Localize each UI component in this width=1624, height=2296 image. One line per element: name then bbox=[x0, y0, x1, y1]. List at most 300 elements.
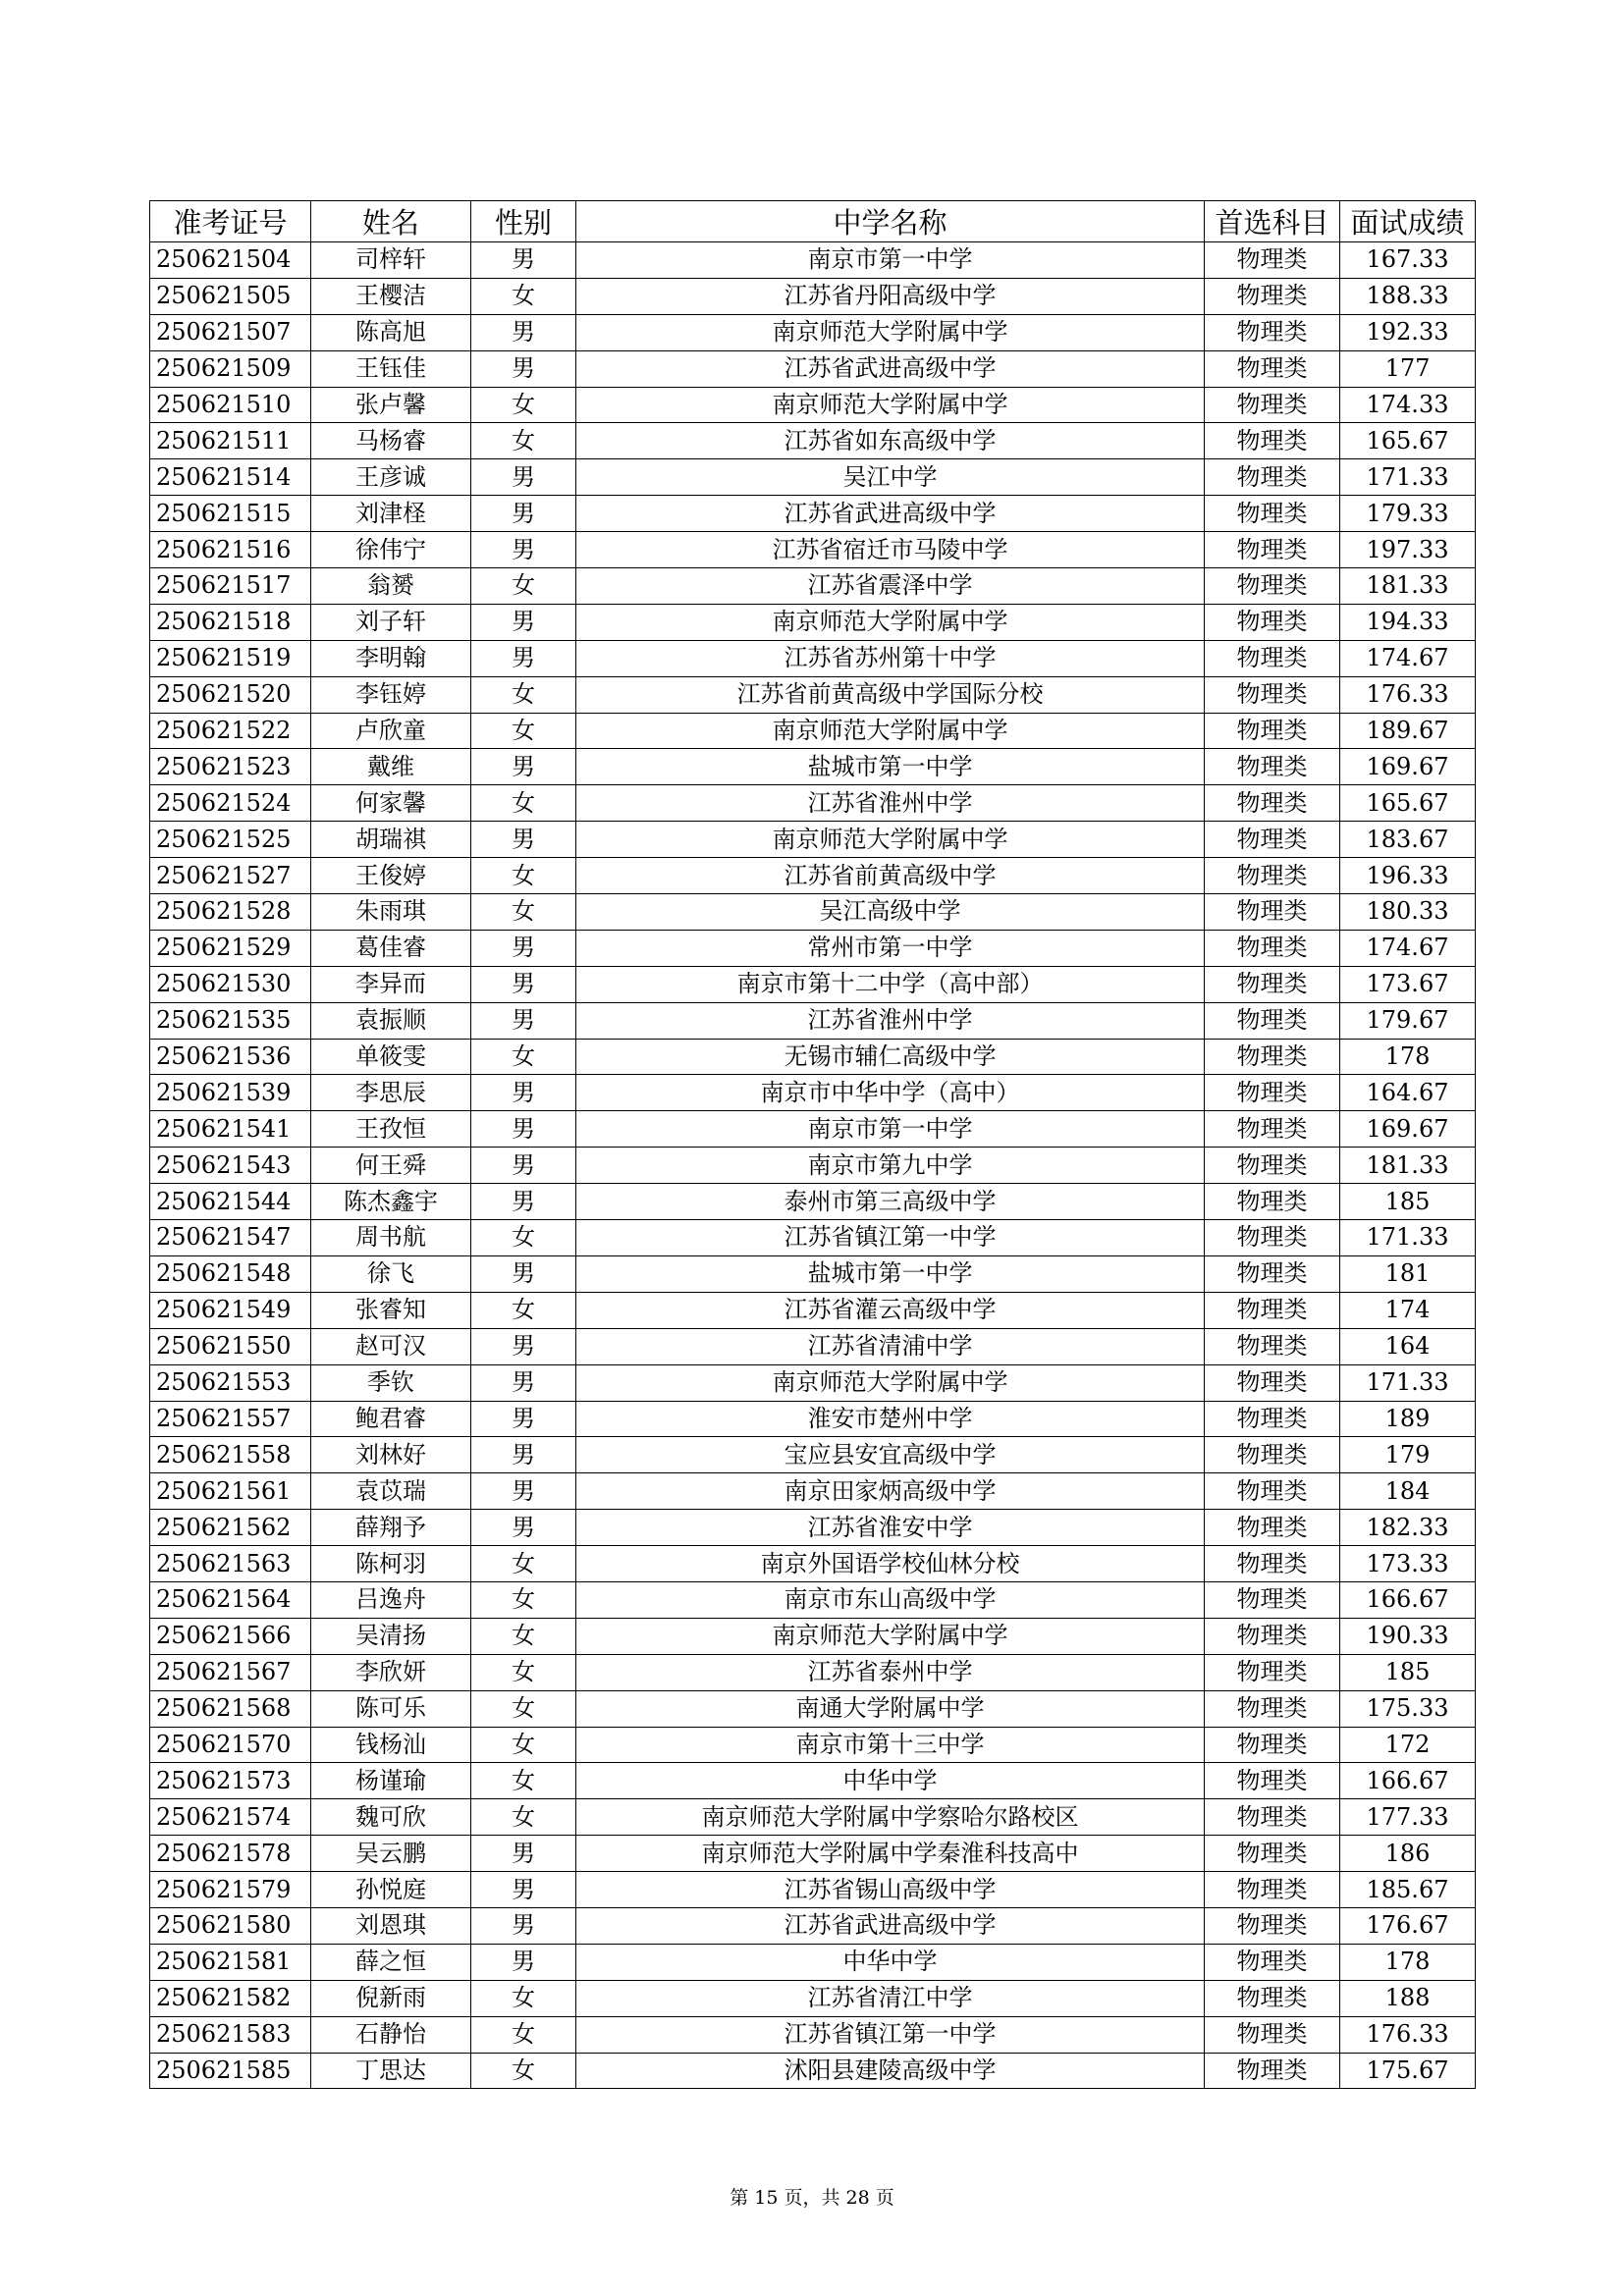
cell-gender: 男 bbox=[471, 1002, 576, 1039]
cell-exam-id: 250621578 bbox=[150, 1836, 311, 1872]
cell-subject: 物理类 bbox=[1205, 1220, 1340, 1256]
cell-subject: 物理类 bbox=[1205, 1292, 1340, 1328]
cell-exam-id: 250621567 bbox=[150, 1654, 311, 1690]
table-header-row bbox=[150, 201, 1476, 242]
cell-name: 丁思达 bbox=[311, 2053, 471, 2089]
table-row bbox=[150, 1618, 1476, 1654]
cell-score: 181 bbox=[1340, 1255, 1476, 1292]
cell-name: 周书航 bbox=[311, 1220, 471, 1256]
cell-exam-id: 250621514 bbox=[150, 459, 311, 496]
cell-gender: 女 bbox=[471, 1292, 576, 1328]
cell-score: 169.67 bbox=[1340, 1111, 1476, 1148]
cell-exam-id: 250621516 bbox=[150, 532, 311, 568]
cell-score: 183.67 bbox=[1340, 822, 1476, 858]
cell-subject: 物理类 bbox=[1205, 1111, 1340, 1148]
cell-exam-id: 250621557 bbox=[150, 1401, 311, 1437]
cell-name: 鲍君睿 bbox=[311, 1401, 471, 1437]
cell-exam-id: 250621535 bbox=[150, 1002, 311, 1039]
cell-school: 江苏省泰州中学 bbox=[576, 1654, 1205, 1690]
cell-subject: 物理类 bbox=[1205, 1184, 1340, 1220]
cell-name: 袁苡瑞 bbox=[311, 1473, 471, 1510]
cell-gender: 女 bbox=[471, 568, 576, 605]
table-row bbox=[150, 278, 1476, 314]
cell-score: 176.67 bbox=[1340, 1907, 1476, 1944]
cell-score: 181.33 bbox=[1340, 568, 1476, 605]
table-row bbox=[150, 713, 1476, 749]
cell-school: 江苏省丹阳高级中学 bbox=[576, 278, 1205, 314]
cell-score: 179.67 bbox=[1340, 1002, 1476, 1039]
cell-score: 186 bbox=[1340, 1836, 1476, 1872]
cell-gender: 男 bbox=[471, 966, 576, 1002]
cell-subject: 物理类 bbox=[1205, 640, 1340, 676]
cell-gender: 女 bbox=[471, 1690, 576, 1727]
cell-name: 李钰婷 bbox=[311, 676, 471, 713]
cell-gender: 女 bbox=[471, 713, 576, 749]
cell-score: 165.67 bbox=[1340, 423, 1476, 459]
cell-school: 南京师范大学附属中学 bbox=[576, 1364, 1205, 1401]
cell-exam-id: 250621582 bbox=[150, 1980, 311, 2016]
cell-name: 袁振顺 bbox=[311, 1002, 471, 1039]
cell-gender: 男 bbox=[471, 1075, 576, 1111]
cell-exam-id: 250621585 bbox=[150, 2053, 311, 2089]
cell-name: 何家馨 bbox=[311, 785, 471, 822]
cell-gender: 女 bbox=[471, 1763, 576, 1799]
cell-subject: 物理类 bbox=[1205, 1437, 1340, 1473]
cell-subject: 物理类 bbox=[1205, 2053, 1340, 2089]
table-row bbox=[150, 858, 1476, 894]
table-row bbox=[150, 966, 1476, 1002]
cell-exam-id: 250621570 bbox=[150, 1727, 311, 1763]
cell-name: 胡瑞祺 bbox=[311, 822, 471, 858]
cell-gender: 女 bbox=[471, 387, 576, 423]
cell-school: 江苏省锡山高级中学 bbox=[576, 1872, 1205, 1908]
cell-gender: 女 bbox=[471, 1654, 576, 1690]
table-row bbox=[150, 1473, 1476, 1510]
cell-school: 南京师范大学附属中学 bbox=[576, 1618, 1205, 1654]
table-row bbox=[150, 1581, 1476, 1618]
cell-subject: 物理类 bbox=[1205, 1401, 1340, 1437]
cell-score: 165.67 bbox=[1340, 785, 1476, 822]
cell-score: 185 bbox=[1340, 1654, 1476, 1690]
cell-subject: 物理类 bbox=[1205, 676, 1340, 713]
cell-gender: 男 bbox=[471, 1437, 576, 1473]
cell-exam-id: 250621568 bbox=[150, 1690, 311, 1727]
cell-exam-id: 250621541 bbox=[150, 1111, 311, 1148]
cell-exam-id: 250621553 bbox=[150, 1364, 311, 1401]
cell-score: 188.33 bbox=[1340, 278, 1476, 314]
cell-name: 王樱洁 bbox=[311, 278, 471, 314]
cell-score: 171.33 bbox=[1340, 1364, 1476, 1401]
cell-exam-id: 250621581 bbox=[150, 1944, 311, 1980]
cell-subject: 物理类 bbox=[1205, 1473, 1340, 1510]
cell-score: 166.67 bbox=[1340, 1763, 1476, 1799]
cell-score: 166.67 bbox=[1340, 1581, 1476, 1618]
cell-subject: 物理类 bbox=[1205, 1836, 1340, 1872]
cell-exam-id: 250621528 bbox=[150, 894, 311, 931]
cell-exam-id: 250621515 bbox=[150, 496, 311, 532]
cell-subject: 物理类 bbox=[1205, 1328, 1340, 1364]
cell-name: 张睿知 bbox=[311, 1292, 471, 1328]
cell-score: 169.67 bbox=[1340, 749, 1476, 785]
cell-school: 江苏省宿迁市马陵中学 bbox=[576, 532, 1205, 568]
cell-name: 钱杨汕 bbox=[311, 1727, 471, 1763]
cell-exam-id: 250621525 bbox=[150, 822, 311, 858]
cell-school: 南京市第九中学 bbox=[576, 1148, 1205, 1184]
cell-exam-id: 250621573 bbox=[150, 1763, 311, 1799]
cell-subject: 物理类 bbox=[1205, 749, 1340, 785]
cell-school: 沭阳县建陵高级中学 bbox=[576, 2053, 1205, 2089]
table-row bbox=[150, 1727, 1476, 1763]
cell-score: 189.67 bbox=[1340, 713, 1476, 749]
table-row bbox=[150, 676, 1476, 713]
cell-score: 178 bbox=[1340, 1944, 1476, 1980]
table-row bbox=[150, 2053, 1476, 2089]
table-row bbox=[150, 1907, 1476, 1944]
cell-gender: 男 bbox=[471, 1184, 576, 1220]
cell-gender: 男 bbox=[471, 1255, 576, 1292]
cell-subject: 物理类 bbox=[1205, 1148, 1340, 1184]
table-row bbox=[150, 1836, 1476, 1872]
cell-school: 江苏省前黄高级中学国际分校 bbox=[576, 676, 1205, 713]
cell-subject: 物理类 bbox=[1205, 1690, 1340, 1727]
table-row bbox=[150, 568, 1476, 605]
cell-school: 南京市中华中学（高中） bbox=[576, 1075, 1205, 1111]
cell-school: 南京市第十三中学 bbox=[576, 1727, 1205, 1763]
cell-score: 177 bbox=[1340, 350, 1476, 387]
cell-score: 173.33 bbox=[1340, 1546, 1476, 1582]
cell-gender: 女 bbox=[471, 2053, 576, 2089]
cell-subject: 物理类 bbox=[1205, 1075, 1340, 1111]
cell-subject: 物理类 bbox=[1205, 1039, 1340, 1075]
cell-exam-id: 250621544 bbox=[150, 1184, 311, 1220]
cell-exam-id: 250621563 bbox=[150, 1546, 311, 1582]
cell-school: 南京师范大学附属中学 bbox=[576, 387, 1205, 423]
cell-score: 177.33 bbox=[1340, 1799, 1476, 1836]
cell-name: 刘林好 bbox=[311, 1437, 471, 1473]
cell-gender: 男 bbox=[471, 242, 576, 279]
cell-subject: 物理类 bbox=[1205, 713, 1340, 749]
table-row bbox=[150, 1799, 1476, 1836]
cell-name: 张卢馨 bbox=[311, 387, 471, 423]
cell-gender: 女 bbox=[471, 1980, 576, 2016]
table-row bbox=[150, 1148, 1476, 1184]
header-gender: 性别 bbox=[471, 201, 576, 242]
cell-school: 吴江中学 bbox=[576, 459, 1205, 496]
cell-subject: 物理类 bbox=[1205, 894, 1340, 931]
cell-name: 吴云鹏 bbox=[311, 1836, 471, 1872]
table-row bbox=[150, 1654, 1476, 1690]
cell-gender: 男 bbox=[471, 1510, 576, 1546]
cell-school: 江苏省如东高级中学 bbox=[576, 423, 1205, 459]
cell-school: 南京市第十二中学（高中部） bbox=[576, 966, 1205, 1002]
cell-name: 倪新雨 bbox=[311, 1980, 471, 2016]
cell-name: 葛佳睿 bbox=[311, 930, 471, 966]
cell-subject: 物理类 bbox=[1205, 822, 1340, 858]
page-number: 第 15 页，共 28 页 bbox=[730, 2187, 894, 2209]
cell-name: 魏可欣 bbox=[311, 1799, 471, 1836]
table-row bbox=[150, 1872, 1476, 1908]
cell-exam-id: 250621520 bbox=[150, 676, 311, 713]
cell-subject: 物理类 bbox=[1205, 1618, 1340, 1654]
cell-exam-id: 250621504 bbox=[150, 242, 311, 279]
cell-exam-id: 250621510 bbox=[150, 387, 311, 423]
cell-gender: 女 bbox=[471, 1727, 576, 1763]
table-row bbox=[150, 1944, 1476, 1980]
cell-school: 中华中学 bbox=[576, 1944, 1205, 1980]
cell-gender: 女 bbox=[471, 894, 576, 931]
cell-gender: 女 bbox=[471, 1799, 576, 1836]
cell-score: 167.33 bbox=[1340, 242, 1476, 279]
cell-subject: 物理类 bbox=[1205, 785, 1340, 822]
cell-score: 184 bbox=[1340, 1473, 1476, 1510]
cell-gender: 男 bbox=[471, 1111, 576, 1148]
cell-exam-id: 250621549 bbox=[150, 1292, 311, 1328]
cell-name: 李明翰 bbox=[311, 640, 471, 676]
header-exam-id: 准考证号 bbox=[150, 201, 311, 242]
cell-gender: 男 bbox=[471, 1872, 576, 1908]
cell-score: 164.67 bbox=[1340, 1075, 1476, 1111]
cell-subject: 物理类 bbox=[1205, 2016, 1340, 2053]
cell-gender: 女 bbox=[471, 785, 576, 822]
cell-exam-id: 250621522 bbox=[150, 713, 311, 749]
cell-name: 王彦诚 bbox=[311, 459, 471, 496]
cell-score: 180.33 bbox=[1340, 894, 1476, 931]
cell-exam-id: 250621562 bbox=[150, 1510, 311, 1546]
table-row bbox=[150, 640, 1476, 676]
cell-exam-id: 250621511 bbox=[150, 423, 311, 459]
table-row bbox=[150, 894, 1476, 931]
cell-gender: 女 bbox=[471, 278, 576, 314]
cell-school: 江苏省武进高级中学 bbox=[576, 1907, 1205, 1944]
cell-subject: 物理类 bbox=[1205, 568, 1340, 605]
cell-name: 卢欣童 bbox=[311, 713, 471, 749]
table-row bbox=[150, 1401, 1476, 1437]
cell-school: 南京师范大学附属中学 bbox=[576, 604, 1205, 640]
cell-gender: 男 bbox=[471, 604, 576, 640]
cell-score: 179.33 bbox=[1340, 496, 1476, 532]
table-row bbox=[150, 930, 1476, 966]
cell-school: 盐城市第一中学 bbox=[576, 1255, 1205, 1292]
table-row bbox=[150, 1292, 1476, 1328]
cell-exam-id: 250621518 bbox=[150, 604, 311, 640]
cell-subject: 物理类 bbox=[1205, 314, 1340, 350]
cell-name: 薛之恒 bbox=[311, 1944, 471, 1980]
header-name: 姓名 bbox=[311, 201, 471, 242]
cell-subject: 物理类 bbox=[1205, 1581, 1340, 1618]
table-row bbox=[150, 387, 1476, 423]
cell-name: 李思辰 bbox=[311, 1075, 471, 1111]
cell-score: 172 bbox=[1340, 1727, 1476, 1763]
table-row bbox=[150, 749, 1476, 785]
score-table bbox=[149, 200, 1476, 2089]
cell-gender: 男 bbox=[471, 640, 576, 676]
cell-name: 刘子轩 bbox=[311, 604, 471, 640]
cell-school: 淮安市楚州中学 bbox=[576, 1401, 1205, 1437]
cell-gender: 女 bbox=[471, 1039, 576, 1075]
cell-name: 吕逸舟 bbox=[311, 1581, 471, 1618]
cell-gender: 女 bbox=[471, 676, 576, 713]
cell-school: 江苏省镇江第一中学 bbox=[576, 1220, 1205, 1256]
cell-subject: 物理类 bbox=[1205, 423, 1340, 459]
cell-name: 马杨睿 bbox=[311, 423, 471, 459]
cell-school: 吴江高级中学 bbox=[576, 894, 1205, 931]
cell-exam-id: 250621550 bbox=[150, 1328, 311, 1364]
cell-score: 190.33 bbox=[1340, 1618, 1476, 1654]
cell-score: 175.67 bbox=[1340, 2053, 1476, 2089]
cell-name: 刘恩琪 bbox=[311, 1907, 471, 1944]
cell-exam-id: 250621536 bbox=[150, 1039, 311, 1075]
cell-score: 196.33 bbox=[1340, 858, 1476, 894]
cell-gender: 男 bbox=[471, 350, 576, 387]
table-row bbox=[150, 822, 1476, 858]
cell-school: 常州市第一中学 bbox=[576, 930, 1205, 966]
cell-school: 江苏省前黄高级中学 bbox=[576, 858, 1205, 894]
cell-subject: 物理类 bbox=[1205, 604, 1340, 640]
cell-gender: 男 bbox=[471, 1328, 576, 1364]
cell-subject: 物理类 bbox=[1205, 1002, 1340, 1039]
table-row bbox=[150, 532, 1476, 568]
cell-score: 171.33 bbox=[1340, 459, 1476, 496]
table-row bbox=[150, 604, 1476, 640]
cell-name: 季钦 bbox=[311, 1364, 471, 1401]
table-row bbox=[150, 1328, 1476, 1364]
cell-exam-id: 250621583 bbox=[150, 2016, 311, 2053]
cell-name: 王俊婷 bbox=[311, 858, 471, 894]
cell-subject: 物理类 bbox=[1205, 1546, 1340, 1582]
cell-subject: 物理类 bbox=[1205, 350, 1340, 387]
cell-subject: 物理类 bbox=[1205, 496, 1340, 532]
cell-score: 179 bbox=[1340, 1437, 1476, 1473]
cell-school: 江苏省武进高级中学 bbox=[576, 496, 1205, 532]
table-row bbox=[150, 496, 1476, 532]
cell-subject: 物理类 bbox=[1205, 1364, 1340, 1401]
cell-name: 陈杰鑫宇 bbox=[311, 1184, 471, 1220]
cell-school: 无锡市辅仁高级中学 bbox=[576, 1039, 1205, 1075]
cell-name: 朱雨琪 bbox=[311, 894, 471, 931]
cell-subject: 物理类 bbox=[1205, 1727, 1340, 1763]
table-row bbox=[150, 1039, 1476, 1075]
table-row bbox=[150, 423, 1476, 459]
cell-gender: 女 bbox=[471, 1618, 576, 1654]
cell-exam-id: 250621564 bbox=[150, 1581, 311, 1618]
cell-school: 南通大学附属中学 bbox=[576, 1690, 1205, 1727]
cell-exam-id: 250621524 bbox=[150, 785, 311, 822]
cell-score: 188 bbox=[1340, 1980, 1476, 2016]
cell-gender: 女 bbox=[471, 1546, 576, 1582]
cell-exam-id: 250621548 bbox=[150, 1255, 311, 1292]
cell-name: 刘津柽 bbox=[311, 496, 471, 532]
cell-name: 孙悦庭 bbox=[311, 1872, 471, 1908]
cell-gender: 男 bbox=[471, 1944, 576, 1980]
cell-school: 江苏省苏州第十中学 bbox=[576, 640, 1205, 676]
cell-exam-id: 250621505 bbox=[150, 278, 311, 314]
cell-score: 185 bbox=[1340, 1184, 1476, 1220]
cell-gender: 男 bbox=[471, 749, 576, 785]
cell-gender: 女 bbox=[471, 1581, 576, 1618]
cell-exam-id: 250621579 bbox=[150, 1872, 311, 1908]
cell-school: 江苏省清浦中学 bbox=[576, 1328, 1205, 1364]
cell-name: 赵可汉 bbox=[311, 1328, 471, 1364]
cell-name: 李欣妍 bbox=[311, 1654, 471, 1690]
table-row bbox=[150, 1075, 1476, 1111]
table-row bbox=[150, 1763, 1476, 1799]
cell-exam-id: 250621561 bbox=[150, 1473, 311, 1510]
cell-score: 178 bbox=[1340, 1039, 1476, 1075]
table-row bbox=[150, 1002, 1476, 1039]
cell-subject: 物理类 bbox=[1205, 930, 1340, 966]
header-subject: 首选科目 bbox=[1205, 201, 1340, 242]
cell-school: 南京外国语学校仙林分校 bbox=[576, 1546, 1205, 1582]
table-row bbox=[150, 314, 1476, 350]
cell-gender: 女 bbox=[471, 423, 576, 459]
cell-subject: 物理类 bbox=[1205, 1872, 1340, 1908]
cell-exam-id: 250621527 bbox=[150, 858, 311, 894]
cell-score: 171.33 bbox=[1340, 1220, 1476, 1256]
table-row bbox=[150, 1437, 1476, 1473]
cell-school: 江苏省清江中学 bbox=[576, 1980, 1205, 2016]
cell-name: 王孜恒 bbox=[311, 1111, 471, 1148]
cell-exam-id: 250621523 bbox=[150, 749, 311, 785]
cell-school: 江苏省淮州中学 bbox=[576, 785, 1205, 822]
cell-gender: 男 bbox=[471, 1836, 576, 1872]
cell-school: 南京田家炳高级中学 bbox=[576, 1473, 1205, 1510]
cell-exam-id: 250621547 bbox=[150, 1220, 311, 1256]
cell-school: 盐城市第一中学 bbox=[576, 749, 1205, 785]
cell-school: 南京师范大学附属中学 bbox=[576, 713, 1205, 749]
cell-gender: 男 bbox=[471, 496, 576, 532]
table-row bbox=[150, 242, 1476, 279]
cell-score: 174 bbox=[1340, 1292, 1476, 1328]
cell-score: 189 bbox=[1340, 1401, 1476, 1437]
table-row bbox=[150, 459, 1476, 496]
cell-gender: 男 bbox=[471, 1907, 576, 1944]
cell-subject: 物理类 bbox=[1205, 1654, 1340, 1690]
cell-name: 徐伟宁 bbox=[311, 532, 471, 568]
cell-school: 南京师范大学附属中学 bbox=[576, 314, 1205, 350]
cell-name: 吴清扬 bbox=[311, 1618, 471, 1654]
cell-school: 南京师范大学附属中学察哈尔路校区 bbox=[576, 1799, 1205, 1836]
cell-gender: 男 bbox=[471, 532, 576, 568]
cell-gender: 男 bbox=[471, 314, 576, 350]
table-row bbox=[150, 2016, 1476, 2053]
cell-subject: 物理类 bbox=[1205, 1255, 1340, 1292]
cell-school: 南京市东山高级中学 bbox=[576, 1581, 1205, 1618]
cell-exam-id: 250621509 bbox=[150, 350, 311, 387]
cell-exam-id: 250621529 bbox=[150, 930, 311, 966]
cell-school: 江苏省灌云高级中学 bbox=[576, 1292, 1205, 1328]
table-row bbox=[150, 785, 1476, 822]
cell-exam-id: 250621519 bbox=[150, 640, 311, 676]
cell-name: 徐飞 bbox=[311, 1255, 471, 1292]
cell-name: 杨谨瑜 bbox=[311, 1763, 471, 1799]
cell-school: 江苏省镇江第一中学 bbox=[576, 2016, 1205, 2053]
cell-score: 185.67 bbox=[1340, 1872, 1476, 1908]
cell-exam-id: 250621543 bbox=[150, 1148, 311, 1184]
cell-name: 陈柯羽 bbox=[311, 1546, 471, 1582]
cell-gender: 男 bbox=[471, 822, 576, 858]
cell-name: 司梓轩 bbox=[311, 242, 471, 279]
cell-school: 宝应县安宜高级中学 bbox=[576, 1437, 1205, 1473]
cell-school: 南京市第一中学 bbox=[576, 1111, 1205, 1148]
cell-school: 江苏省淮州中学 bbox=[576, 1002, 1205, 1039]
cell-exam-id: 250621574 bbox=[150, 1799, 311, 1836]
cell-subject: 物理类 bbox=[1205, 1799, 1340, 1836]
cell-exam-id: 250621539 bbox=[150, 1075, 311, 1111]
cell-school: 南京市第一中学 bbox=[576, 242, 1205, 279]
cell-subject: 物理类 bbox=[1205, 459, 1340, 496]
cell-score: 182.33 bbox=[1340, 1510, 1476, 1546]
cell-school: 泰州市第三高级中学 bbox=[576, 1184, 1205, 1220]
